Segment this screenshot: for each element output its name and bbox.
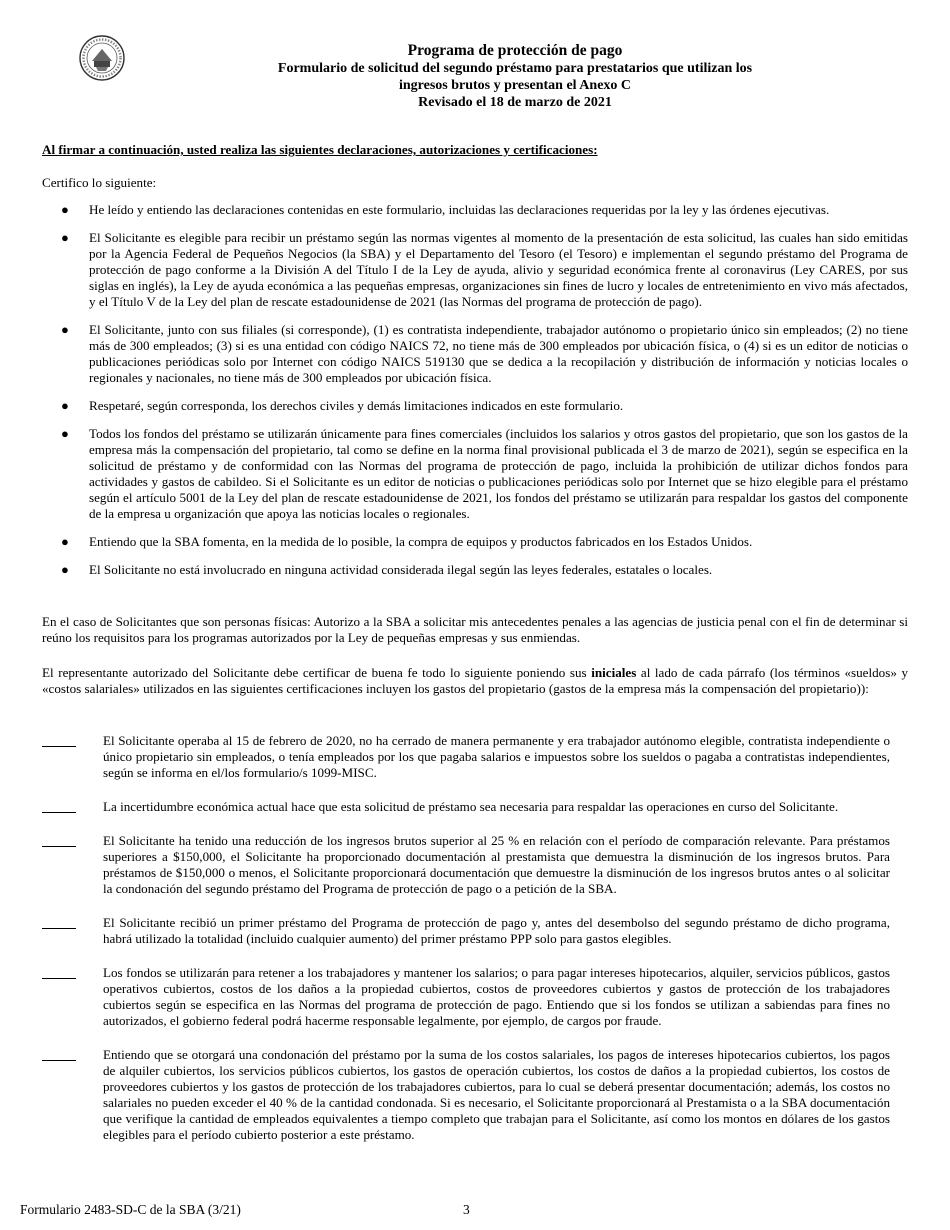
bullet-item: ● El Solicitante no está involucrado en ninguna actividad considerada ilegal según las leyes federales, estatales o locales. [61, 562, 713, 577]
bullet-icon: ● [61, 398, 69, 413]
form-revision-date: Revisado el 18 de marzo de 2021 [418, 95, 612, 110]
initials-emphasis: iniciales [591, 665, 637, 680]
bullet-item: ● Todos los fondos del préstamo se utilizarán únicamente para fines comerciales (incluidos los salarios y otros gastos del propietario, que son los gastos de la empresa más la compensación del propietario, tal como se define en la norma final provisional publicada el 3 de marzo de 2021), según se especifica en la solicitud de préstamo y de conformidad con las Normas del programa de protección de pago, incluida la prohibición de utilizar dichos fondos para actividades y gastos de cabildeo. Si el Solicitante es un editor de noticias o publicaciones periódicas solo por Internet que se hizo elegible para el préstamo según el artículo 5001 de la Ley del plan de rescate estadounidense de 2021, los fondos del préstamo se utilizarán para respaldar los gastos del componente de la empresa u organización que apoya las noticias locales o regionales. [61, 426, 908, 521]
initials-item: Los fondos se utilizarán para retener a los trabajadores y mantener los salarios; o para pagar intereses hipotecarios, alquiler, servicios públicos, gastos operativos cubiertos, costos de los daños a la propiedad cubiertos, costos de proveedores cubiertos y gastos de protección de los trabajadores cubiertos según se especifica en las Normas del programa de protección de pago. Entiendo que si los fondos se utilizan a sabiendas para fines no autorizados, el gobierno federal podrá hacerme responsable legalmente, por ejemplo, de cargos por fraude. [42, 965, 890, 1029]
certification-bullet-list [40, 202, 908, 590]
page-number: 3 [463, 1202, 470, 1217]
form-subtitle-line2: ingresos brutos y presentan el Anexo C [398, 78, 632, 93]
form-title-block [200, 42, 830, 111]
bullet-icon: ● [61, 202, 69, 217]
bullet-icon: ● [61, 426, 69, 441]
initials-item: El Solicitante ha tenido una reducción de los ingresos brutos superior al 25 % en relación con el período de comparación relevante. Para préstamos superiores a $150,000, el Solicitante ha proporcionado documentación al prestamista que demuestra la disminución de los ingresos brutos. Para préstamos de $150,000 o menos, el Solicitante proporcionará documentación que demuestre la disminución de los ingresos brutos antes o al solicitar la condonación del segundo préstamo del Programa de protección de pago o a petición de la SBA. [42, 833, 890, 897]
initials-blank[interactable] [42, 733, 76, 747]
bullet-icon: ● [61, 230, 69, 245]
initials-item: El Solicitante recibió un primer préstamo del Programa de protección de pago y, antes del desembolso del segundo préstamo de dicho programa, habrá utilizado la totalidad (incluido cualquier aumento) del primer préstamo PPP solo para gastos elegibles. [42, 915, 890, 947]
bullet-icon: ● [61, 562, 69, 577]
bullet-item: ● Entiendo que la SBA fomenta, en la medida de lo posible, la compra de equipos y productos fabricados en los Estados Unidos. [61, 534, 753, 549]
initials-certification-list [42, 733, 890, 1143]
initials-item: La incertidumbre económica actual hace que esta solicitud de préstamo sea necesaria para respaldar las operaciones en curso del Solicitante. [42, 799, 890, 815]
form-subtitle-line1: Formulario de solicitud del segundo préstamo para prestatarios que utilizan los [277, 61, 753, 76]
bullet-icon: ● [61, 322, 69, 337]
sba-seal-logo [78, 34, 126, 82]
certify-intro: Certifico lo siguiente: [42, 175, 157, 190]
representative-instructions-paragraph: El representante autorizado del Solicitante debe certificar de buena fe todo lo siguiente poniendo sus iniciales al lado de cada párrafo (los términos «sueldos» y «costos salariales» utilizados en las siguientes certificaciones incluyen los gastos del propietario (gastos de la empresa más la compensación del propietario)): [42, 665, 908, 696]
individuals-authorization-paragraph: En el caso de Solicitantes que son personas físicas: Autorizo a la SBA a solicitar mis antecedentes penales a las agencias de justicia penal con el fin de determinar si reúno los requisitos para los programas autorizados por la Ley de pequeñas empresas y sus enmiendas. [42, 614, 908, 645]
initials-blank[interactable] [42, 1047, 76, 1061]
form-id-footer: Formulario 2483-SD-C de la SBA (3/21) [20, 1202, 241, 1217]
form-title: Programa de protección de pago [407, 42, 623, 59]
bullet-item: ● El Solicitante, junto con sus filiales (si corresponde), (1) es contratista independiente, trabajador autónomo o propietario único sin empleados; (2) no tiene más de 300 empleados; (3) si es una entidad con código NAICS 72, no tiene más de 300 empleados por ubicación física, o (4) si es un editor de noticias o publicaciones periódicas solo por Internet con código NAICS 519130 que se dedica a la recopilación y distribución de información y noticias locales o regionales y nacionales, no tiene más de 300 empleados por ubicación física. [61, 322, 908, 385]
bullet-icon: ● [61, 534, 69, 549]
declarations-heading: Al firmar a continuación, usted realiza las siguientes declaraciones, autorizaciones y certificaciones: [42, 142, 598, 157]
initials-item: Entiendo que se otorgará una condonación del préstamo por la suma de los costos salariales, los pagos de intereses hipotecarios cubiertos, los pagos de alquiler cubiertos, los servicios públicos cubiertos, los gastos de operación cubiertos, los costos de daños a la propiedad cubiertos, los costos de proveedores cubiertos y los gastos de protección de los trabajadores cubiertos, para lo cual se deberá presentar documentación; además, los costos no salariales no pueden exceder el 40 % de la cantidad condonada. Si es necesario, el Solicitante proporcionará al Prestamista o a la SBA documentación que verifique la cantidad de empleados equivalentes a tiempo completo que trabajan para el Solicitante, así como los montos en dólares de los gastos elegibles para el período cubierto posterior a este préstamo. [42, 1047, 890, 1143]
initials-blank[interactable] [42, 833, 76, 847]
initials-blank[interactable] [42, 799, 76, 813]
initials-item: El Solicitante operaba al 15 de febrero de 2020, no ha cerrado de manera permanente y era trabajador autónomo elegible, contratista independiente o único propietario sin empleados, o tenía empleados por los que pagaba salarios e impuestos sobre los sueldos o pagaba a contratistas independientes, según se informa en el/los formulario/s 1099-MISC. [42, 733, 890, 781]
initials-blank[interactable] [42, 915, 76, 929]
bullet-item: ● He leído y entiendo las declaraciones contenidas en este formulario, incluidas las declaraciones requeridas por la ley y las órdenes ejecutivas. [61, 202, 830, 217]
bullet-item: ● Respetaré, según corresponda, los derechos civiles y demás limitaciones indicados en este formulario. [61, 398, 624, 413]
initials-blank[interactable] [42, 965, 76, 979]
bullet-item: ● El Solicitante es elegible para recibir un préstamo según las normas vigentes al momento de la presentación de esta solicitud, las cuales han sido emitidas por la Agencia Federal de Pequeños Negocios (la SBA) y el Departamento del Tesoro (el Tesoro) e implementan el segundo préstamo del Programa de protección de pago conforme a la División A del Título I de la Ley de ayuda, alivio y seguridad económica frente al coronavirus (Ley CARES, por sus siglas en inglés), la Ley de ayuda económica a las pequeñas empresas, organizaciones sin fines de lucro y locales de entretenimiento en vivo más afectados, y el Título V de la Ley del plan de rescate estadounidense de 2021 (las Normas del programa de protección de pago). [61, 230, 908, 309]
